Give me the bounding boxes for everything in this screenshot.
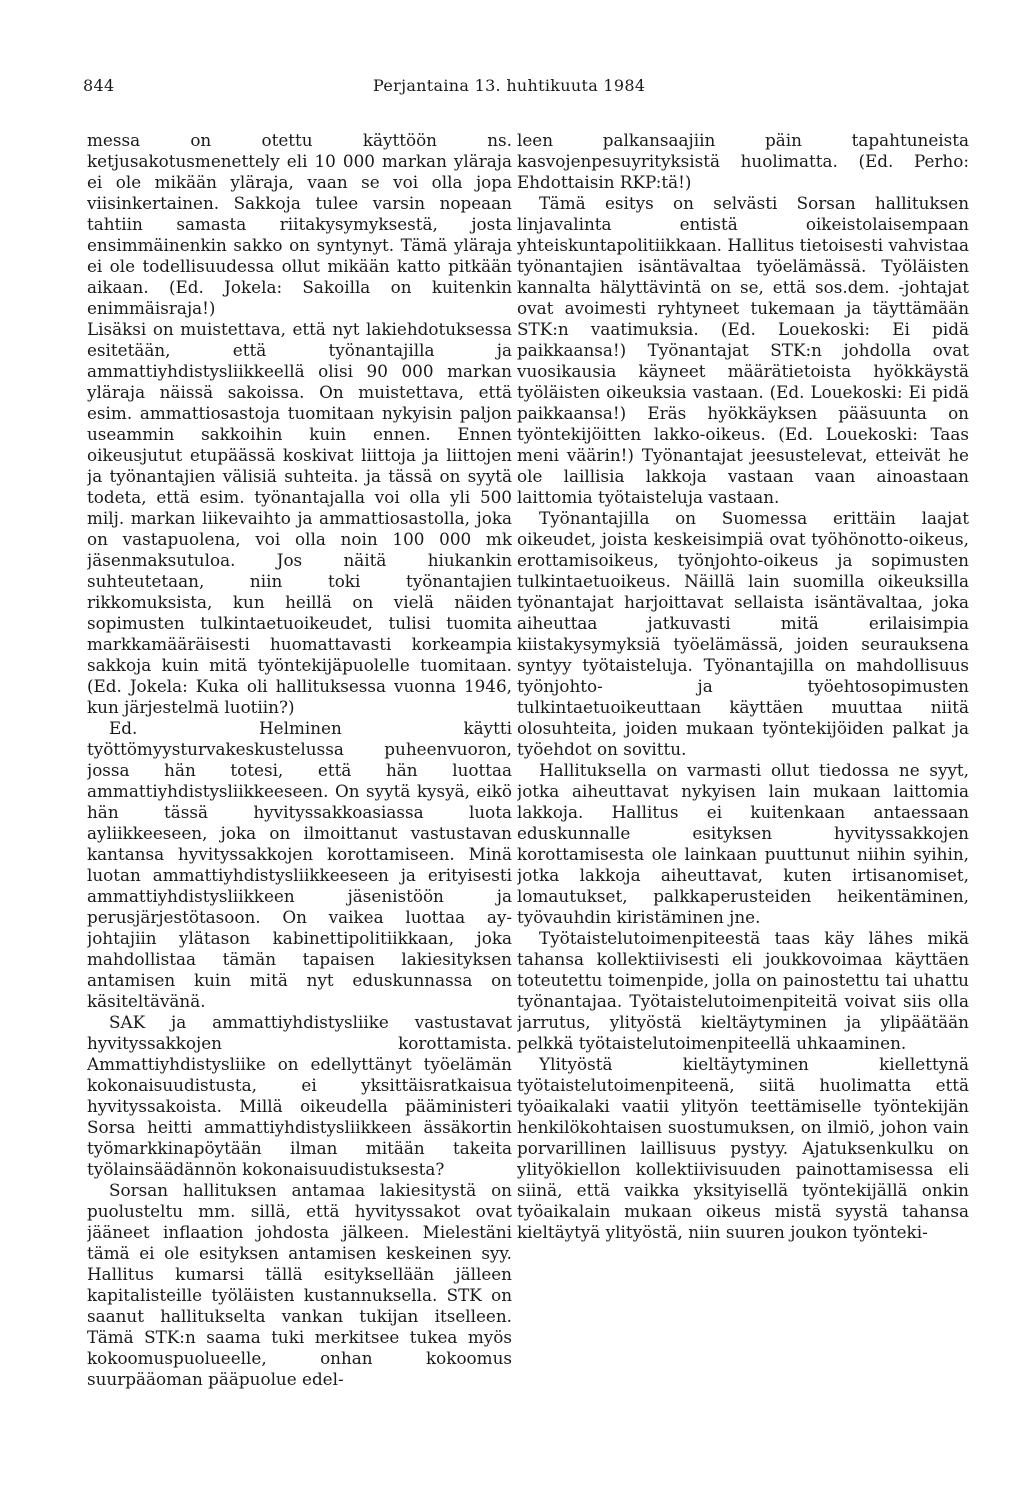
left-paragraph-2: Lisäksi on muistettava, että nyt lakiehdotuksessa esitetään, että työnantajilla ja ammattiyhdistysliikkeellä olisi 90 000 markan yläraja näissä sakoissa. On muistettava, että esim. ammattiosastoja tuomitaan nykyisin paljon useammin sakkoihin kuin ennen. Ennen oikeusjutut etupäässä koskivat liittoja ja liittojen ja työnantajien välisiä suhteita. ja tässä on syytä todeta, että esim. työnantajalla voi olla yli 500 milj. markan liikevaihto ja ammattiosastolla, joka on vastapuolena, voi olla noin 100 000 mk jäsenmaksutuloa. Jos näitä hiukankin suhteutetaan, niin toki työnantajien rikkomuksista, kun heillä on vielä näiden sopimusten tulkintaetuoikeudet, tulisi tuomita markkamääräisesti huomattavasti korkeampia sakkoja kuin mitä työntekijäpuolelle tuomitaan. (Ed. Jokela: Kuka oli hallituksessa vuonna 1946, kun järjestelmä luotiin?) (87, 319, 512, 717)
running-head: Perjantaina 13. huhtikuuta 1984 (373, 76, 646, 95)
left-paragraph-3: Ed. Helminen käytti työttömyysturvakeskustelussa puheenvuoron, jossa hän totesi, että hän luottaa ammattiyhdistysliikkeeseen. On syytä kysyä, eikö hän tässä hyvityssakkoasiassa luota ayliikkeeseen, joka on ilmoittanut vastustavan kantansa hyvityssakkojen korottamiseen. Minä luotan ammattiyhdistysliikkeeseen ja erityisesti ammattiyhdistysliikkeen jäsenistöön ja perusjärjestötasoon. On vaikea luottaa ay-johtajiin ylätason kabinettipolitiikkaan, joka mahdollistaa tämän tapaisen lakiesityksen antamisen kuin mitä nyt eduskunnassa on käsiteltävänä. (87, 718, 512, 1011)
right-paragraph-6: Ylityöstä kieltäytyminen kiellettynä työtaistelutoimenpiteenä, siitä huolimatta että työaikalaki vaatii ylityön teettämiselle työntekijän henkilökohtaisen suostumuksen, on ilmiö, johon vain porvarillinen laillisuus pystyy. Ajatuksenkulku on ylityökiellon kollektiivisuuden painottamisessa eli siinä, että vaikka yksityisellä työntekijällä onkin työaikalain mukaan oikeus mistä syystä tahansa kieltäytyä ylityöstä, niin suuren joukon työnteki- (517, 1054, 969, 1242)
left-column (87, 130, 512, 1410)
left-paragraph-4: SAK ja ammattiyhdistysliike vastustavat hyvityssakkojen korottamista. Ammattiyhdistysliike on edellyttänyt työelämän kokonaisuudistusta, ei yksittäisratkaisua hyvityssakoista. Millä oikeudella pääministeri Sorsa heitti ammattiyhdistysliikkeen ässäkortin työmarkkinapöytään ilman mitään takeita työlainsäädännön kokonaisuudistuksesta? (87, 1012, 512, 1179)
left-paragraph-5: Sorsan hallituksen antamaa lakiesitystä on puolusteltu mm. sillä, että hyvityssakot ovat jääneet inflaation johdosta jälkeen. Mielestäni tämä ei ole esityksen antamisen keskeinen syy. Hallitus kumarsi tällä esityksellään jälleen kapitalisteille työläisten kustannuksella. STK on saanut hallitukselta vankan tukijan itselleen. Tämä STK:n saama tuki merkitsee tukea myös kokoomuspuolueelle, onhan kokoomus suurpääoman pääpuolue edel- (87, 1180, 512, 1389)
right-paragraph-5: Työtaistelutoimenpiteestä taas käy lähes mikä tahansa kollektiivisesti eli joukkovoimaa käyttäen toteutettu toimenpide, jolla on painostettu tai uhattu työnantajaa. Työtaistelutoimenpiteitä voivat siis olla jarrutus, ylityöstä kieltäytyminen ja ylipäätään pelkkä työtaistelutoimenpiteellä uhkaaminen. (517, 928, 969, 1053)
right-paragraph-1: leen palkansaajiin päin tapahtuneista kasvojenpesuyrityksistä huolimatta. (Ed. Perho: Ehdottaisin RKP:tä!) (517, 130, 969, 192)
page-header (83, 76, 646, 100)
right-column (517, 130, 969, 1410)
left-paragraph-1: messa on otettu käyttöön ns. ketjusakotusmenettely eli 10 000 markan yläraja ei ole mikään yläraja, vaan se voi olla jopa viisinkertainen. Sakkoja tulee varsin nopeaan tahtiin samasta riitakysymyksestä, josta ensimmäinenkin sakko on syntynyt. Tämä yläraja ei ole todellisuudessa ollut mikään katto pitkään aikaan. (Ed. Jokela: Sakoilla on kuitenkin enimmäisraja!) (87, 130, 512, 318)
page-number: 844 (83, 76, 115, 95)
right-paragraph-3: Työnantajilla on Suomessa erittäin laajat oikeudet, joista keskeisimpiä ovat työhönotto-oikeus, erottamisoikeus, työnjohto-oikeus ja sopimusten tulkintaetuoikeus. Näillä lain suomilla oikeuksilla työnantajat harjoittavat sellaista isäntävaltaa, joka aiheuttaa jatkuvasti mitä erilaisimpia kiistakysymyksiä työelämässä, joiden seurauksena syntyy työtaisteluja. Työnantajilla on mahdollisuus työnjohto- ja työehtosopimusten tulkintaetuoikeuttaan käyttäen muuttaa niitä olosuhteita, joiden mukaan työntekijöiden palkat ja työehdot on sovittu. (517, 508, 969, 759)
right-paragraph-4: Hallituksella on varmasti ollut tiedossa ne syyt, jotka aiheuttavat nykyisen lain mukaan laittomia lakkoja. Hallitus ei kuitenkaan antaessaan eduskunnalle esityksen hyvityssakkojen korottamisesta ole lainkaan puuttunut niihin syihin, jotka lakkoja aiheuttavat, kuten irtisanomiset, lomautukset, palkkaperusteiden heikentäminen, työvauhdin kiristäminen jne. (517, 760, 969, 927)
right-paragraph-2: Tämä esitys on selvästi Sorsan hallituksen linjavalinta entistä oikeistolaisempaan yhteiskuntapolitiikkaan. Hallitus tietoisesti vahvistaa työnantajien isäntävaltaa työelämässä. Työläisten kannalta hälyttävintä on se, että sos.dem. -johtajat ovat avoimesti ryhtyneet tukemaan ja täyttämään STK:n vaatimuksia. (Ed. Louekoski: Ei pidä paikkaansa!) Työnantajat STK:n johdolla ovat vuosikausia käyneet määrätietoista hyökkäystä työläisten oikeuksia vastaan. (Ed. Louekoski: Ei pidä paikkaansa!) Eräs hyökkäyksen pääsuunta on työntekijöitten lakko-oikeus. (Ed. Louekoski: Taas meni väärin!) Työnantajat jeesustelevat, etteivät he ole laillisia lakkoja vastaan vaan ainoastaan laittomia työtaisteluja vastaan. (517, 193, 969, 507)
